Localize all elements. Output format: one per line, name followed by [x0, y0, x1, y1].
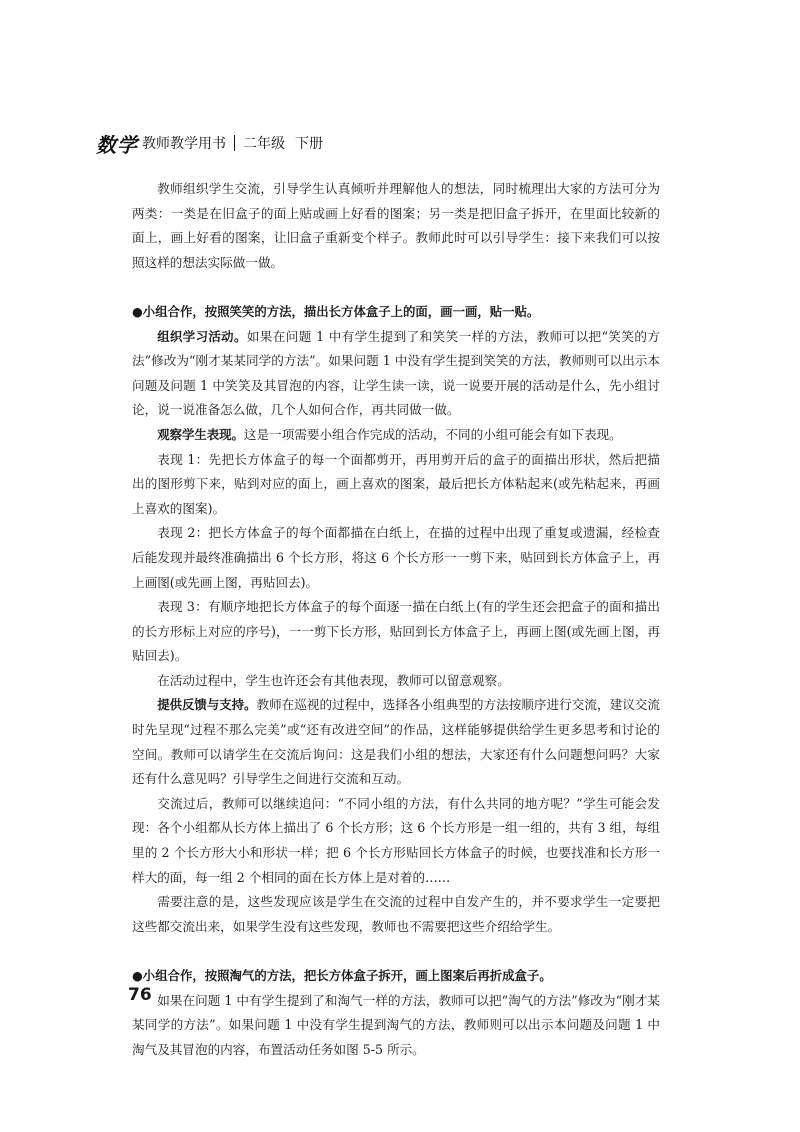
- volume-label: 下册: [295, 136, 323, 152]
- paragraph: 提供反馈与支持。教师在巡视的过程中，选择各小组典型的方法按顺序进行交流，建议交流时先呈现“过程不那么完美”或“还有改进空间”的作品，这样能够提供给学生更多思考和讨论的空间。教师可以请学生在交流后询问：这是我们小组的想法，大家还有什么问题想问吗？大家还有什么意见吗？引导学生之间进行交流和互动。: [132, 697, 661, 787]
- book-title: 教师教学用书: [142, 136, 226, 152]
- paragraph-lead: 观察学生表现。: [157, 426, 244, 442]
- paragraph: 在活动过程中，学生也许还会有其他表现，教师可以留意观察。: [157, 672, 510, 688]
- paragraph: 交流过后，教师可以继续追问：“不同小组的方法，有什么共同的地方呢？”学生可能会发现：各个小组都从长方体上描出了 6 个长方形；这 6 个长方形是一组一组的，共有 3 组，每组里的 2 个长方形大小和形状一样；把 6 个长方形贴回长方体盒子的时候，也要找准和长方形一样大的面，每一组 2 个相同的面在长方体上是对着的……: [132, 795, 660, 885]
- paragraph: 观察学生表现。这是一项需要小组合作完成的活动，不同的小组可能会有如下表现。: [157, 426, 622, 442]
- grade-label: 二年级: [243, 136, 285, 152]
- paragraph: 需要注意的是，这些发现应该是学生在交流的过程中自发产生的，并不要求学生一定要把这些都交流出来，如果学生没有这些发现，教师也不需要把这些介绍给学生。: [132, 894, 660, 934]
- page-body: [132, 177, 660, 1062]
- paragraph: 如果在问题 1 中有学生提到了和淘气一样的方法，教师可以把“淘气的方法”修改为“刚才某某同学的方法”。如果问题 1 中没有学生提到淘气的方法，教师则可以出示本问题及问题 1 中淘气及其冒泡的内容，布置活动任务如图 5-5 所示。: [132, 992, 660, 1057]
- paragraph: 表现 3：有顺序地把长方体盒子的每个面逐一描在白纸上(有的学生还会把盒子的面和描出的长方形标上对应的序号)，一一剪下长方形，贴回到长方体盒子上，再画上图(或先画上图，再贴回去)。: [132, 599, 660, 664]
- running-header: [96, 132, 323, 157]
- subject-logo: 数学: [96, 132, 138, 157]
- header-divider: [234, 135, 235, 151]
- page-number: 76: [128, 985, 152, 1005]
- paragraph-lead: 提供反馈与支持。: [157, 697, 257, 713]
- paragraph: 表现 2：把长方体盒子的每个面都描在白纸上，在描的过程中出现了重复或遗漏，经检查后能发现并最终准确描出 6 个长方形，将这 6 个长方形一一剪下来，贴回到长方体盒子上，再上画图(或先画上图，再贴回去)。: [132, 525, 660, 590]
- paragraph: 教师组织学生交流，引导学生认真倾听并理解他人的想法，同时梳理出大家的方法可分为两类：一类是在旧盒子的面上贴或画上好看的图案；另一类是把旧盒子拆开，在里面比较新的面上，画上好看的图案，让旧盒子重新变个样子。教师此时可以引导学生：接下来我们可以按照这样的想法实际做一做。: [132, 181, 660, 270]
- paragraph-lead: 组织学习活动。: [157, 328, 247, 344]
- paragraph: 组织学习活动。如果在问题 1 中有学生提到了和笑笑一样的方法，教师可以把“笑笑的方法”修改为“刚才某某同学的方法”。如果问题 1 中没有学生提到笑笑的方法，教师则可以出示本问题及问题 1 中笑笑及其冒泡的内容，让学生读一读，说一说要开展的活动是什么，先小组讨论，说一说准备怎么做，几个人如何合作，再共同做一做。: [132, 328, 660, 418]
- section-heading: ●小组合作，按照淘气的方法，把长方体盒子拆开，画上图案后再折成盒子。: [132, 968, 552, 983]
- paragraph: 表现 1：先把长方体盒子的每一个面都剪开，再用剪开后的盒子的面描出形状，然后把描出的图形剪下来，贴到对应的面上，画上喜欢的图案，最后把长方体粘起来(或先粘起来，再画上喜欢的图案)。: [132, 451, 660, 516]
- section-heading: ●小组合作，按照笑笑的方法，描出长方体盒子上的面，画一画，贴一贴。: [132, 303, 540, 319]
